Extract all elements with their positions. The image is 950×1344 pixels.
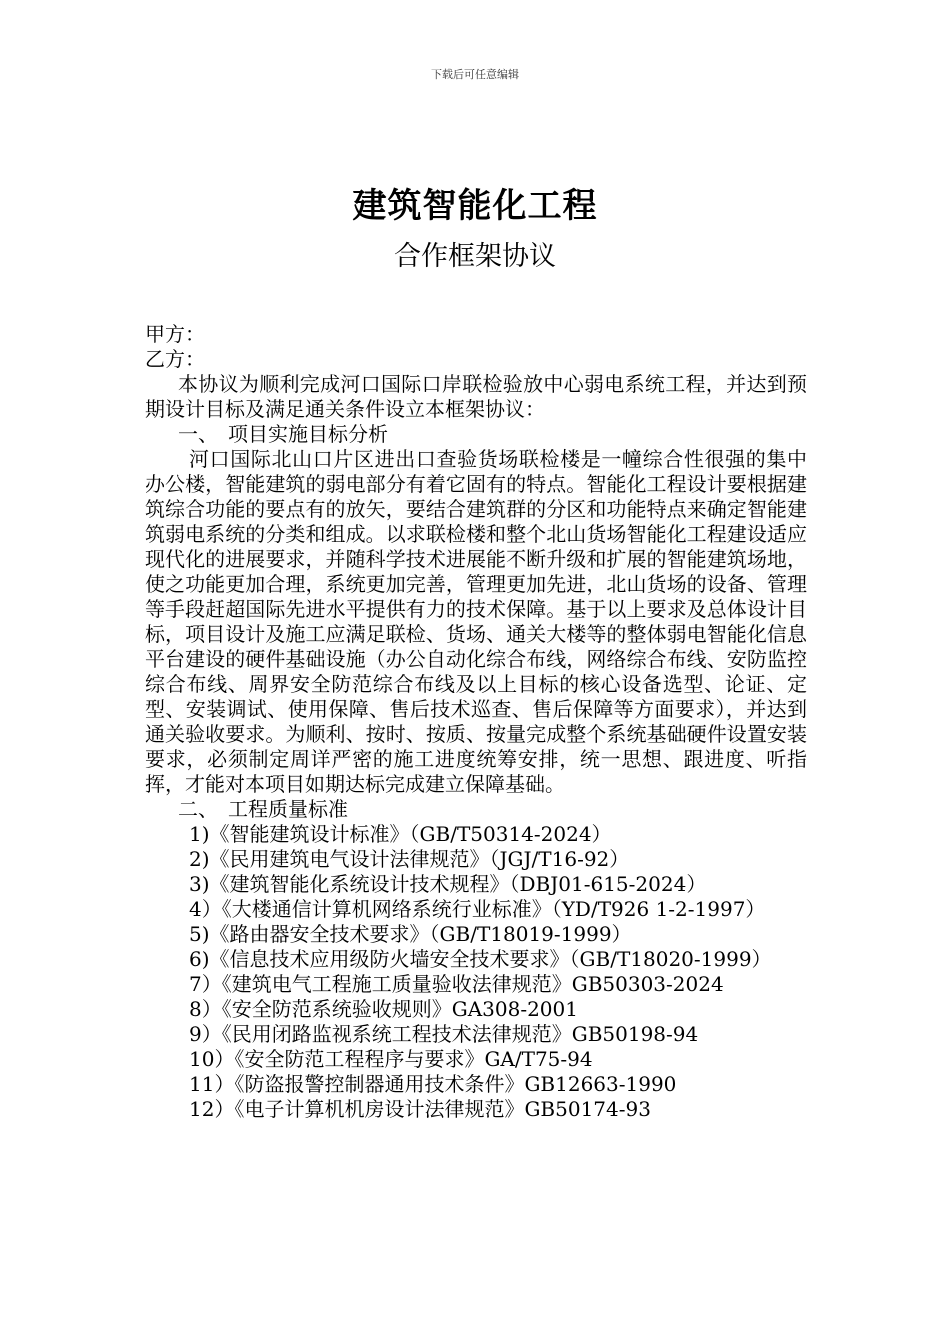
section1-paragraph: 河口国际北山口片区进出口查验货场联检楼是一幢综合性很强的集中办公楼，智能建筑的弱电部分有着它固有的特点。智能化工程设计要根据建筑综合功能的要点有的放矢，要结合建筑群的分区和功能特点来确定智能建筑弱电系统的分类和组成。以求联检楼和整个北山货场智能化工程建设适应现代化的进展要求，并随科学技术进展能不断升级和扩展的智能建筑场地，使之功能更加合理，系统更加完善，管理更加先进，北山货场的设备、管理等手段赶超国际先进水平提供有力的技术保障。基于以上要求及总体设计目标，项目设计及施工应满足联检、货场、通关大楼等的整体弱电智能化信息平台建设的硬件基础设施（办公自动化综合布线，网络综合布线、安防监控综合布线、周界安全防范综合布线及以上目标的核心设备选型、论证、定型、安装调试、使用保障、售后技术巡查、售后保障等方面要求），并达到通关验收要求。为顺利、按时、按质、按量完成整个系统基础硬件设置安装要求，必须制定周详严密的施工进度统筹安排，统一思想、跟进度、听指挥，才能对本项目如期达标完成建立保障基础。 (145, 447, 807, 796)
intro-paragraph: 本协议为顺利完成河口国际口岸联检验放中心弱电系统工程，并达到预期设计目标及满足通关条件设立本框架协议： (145, 372, 807, 421)
party-b-line: 乙方： (145, 347, 205, 371)
standard-item: 9）《民用闭路监视系统工程技术法律规范》GB50198-94 (189, 1022, 699, 1046)
standard-item: 12）《电子计算机机房设计法律规范》GB50174-93 (189, 1097, 651, 1121)
page-header-note: 下载后可任意编辑 (431, 68, 519, 81)
standard-item: 2)《民用建筑电气设计法律规范》（JGJ/T16-92） (189, 847, 630, 871)
standard-item: 7）《建筑电气工程施工质量验收法律规范》GB50303-2024 (189, 972, 724, 996)
standard-item: 3)《建筑智能化系统设计技术规程》（DBJ01-615-2024） (189, 872, 707, 896)
section2-heading: 二、 工程质量标准 (178, 797, 348, 821)
standard-item: 1)《智能建筑设计标准》（GB/T50314-2024） (189, 822, 612, 846)
party-a-line: 甲方： (145, 322, 205, 346)
standard-item: 11）《防盗报警控制器通用技术条件》GB12663-1990 (189, 1072, 677, 1096)
document-title: 建筑智能化工程 (352, 186, 598, 226)
document-subtitle: 合作框架协议 (394, 241, 556, 272)
document-body (145, 322, 807, 1122)
standard-item: 4）《大楼通信计算机网络系统行业标准》（YD/T926 1-2-1997） (189, 897, 766, 921)
standard-item: 6)《信息技术应用级防火墙安全技术要求》（GB/T18020-1999） (189, 947, 772, 971)
standard-item: 10）《安全防范工程程序与要求》GA/T75-94 (189, 1047, 593, 1071)
standard-item: 8）《安全防范系统验收规则》GA308-2001 (189, 997, 578, 1021)
section1-heading: 一、 项目实施目标分析 (178, 422, 388, 446)
standard-item: 5)《路由器安全技术要求》（GB/T18019-1999） (189, 922, 632, 946)
